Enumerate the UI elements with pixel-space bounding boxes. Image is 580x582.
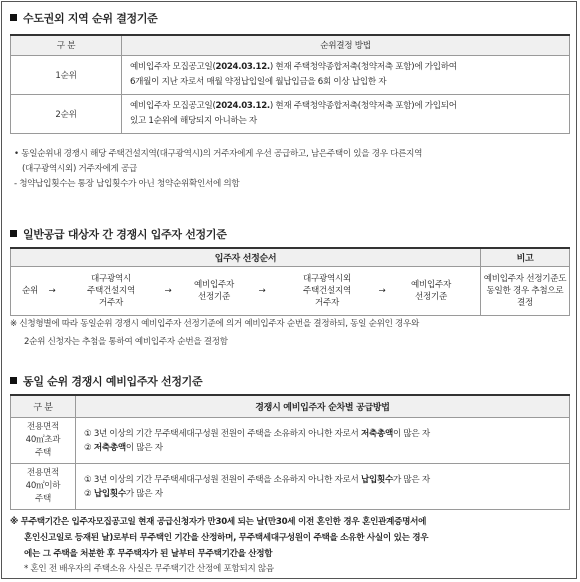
section1-title: 수도권외 지역 순위 결정기준	[10, 10, 158, 26]
section3-title: 동일 순위 경쟁시 예비입주자 선정기준	[10, 373, 202, 389]
table-row	[11, 464, 570, 510]
flow-start: 순위	[21, 286, 38, 296]
section2-title: 일반공급 대상자 간 경쟁시 입주자 선정기준	[10, 226, 227, 242]
arrow-icon: →	[258, 286, 266, 296]
reserve-criteria-table	[10, 394, 570, 510]
arrow-icon: →	[48, 286, 56, 296]
selection-order-table	[10, 247, 570, 316]
header-category: 구 분	[11, 35, 122, 55]
table-row	[11, 94, 570, 133]
method-cell: ① 3년 이상의 기간 무주택세대구성원 전원이 주택을 소유하지 아니한 자로서 납입횟수가 많은 자 ② 납입횟수가 많은 자	[76, 464, 570, 510]
section2-notes: ※ 신청형별에 따라 동일순위 경쟁시 예비입주자 선정기준에 의거 예비입주자 순번을 결정하되, 동일 순위인 경우와 2순위 신청자는 추첨을 통하여 예비입주자 순번을 결정함	[10, 319, 420, 347]
header-remark: 비고	[481, 248, 570, 267]
selection-flow	[11, 267, 481, 316]
header-supply-method: 경쟁시 예비입주자 순차별 공급방법	[76, 395, 570, 418]
category-cell: 전용면적 40㎡초과 주택	[11, 418, 76, 464]
arrow-icon: →	[378, 286, 386, 296]
table-row	[11, 418, 570, 464]
flow-step-reserve-criteria: 예비입주자 선정기준	[193, 280, 234, 302]
arrow-icon: →	[164, 286, 172, 296]
rank-cell: 1순위	[11, 55, 122, 94]
header-category: 구 분	[11, 395, 76, 418]
remark-cell: 예비입주자 선정기준도 동일한 경우 추첨으로 결정	[481, 267, 570, 316]
bullet-square-icon	[10, 14, 17, 21]
bullet-square-icon	[10, 377, 17, 384]
table-row	[11, 55, 570, 94]
section3-footnote2: * 혼인 전 배우자의 주택소유 사실은 무주택기간 산정에 포함되지 않음	[24, 564, 274, 574]
rank-criteria-table	[10, 34, 570, 134]
method-cell: ① 3년 이상의 기간 무주택세대구성원 전원이 주택을 소유하지 아니한 자로서 저축총액이 많은 자 ② 저축총액이 많은 자	[76, 418, 570, 464]
header-method: 순위결정 방법	[122, 35, 570, 55]
flow-step-reserve-criteria-2: 예비입주자 선정기준	[410, 280, 451, 302]
header-selection-order: 입주자 선정순서	[11, 248, 481, 267]
rank-cell: 2순위	[11, 94, 122, 133]
flow-step-local-resident: 대구광역시 주택건설지역 거주자	[86, 274, 135, 308]
flow-step-nonlocal-resident: 대구광역시외 주택건설지역 거주자	[302, 274, 351, 308]
bullet-square-icon	[10, 230, 17, 237]
category-cell: 전용면적 40㎡이하 주택	[11, 464, 76, 510]
section1-notes: • 동일순위내 경쟁시 해당 주택건설지역(대구광역시)의 거주자에게 우선 공급하고, 남은주택이 있을 경우 다른지역 (대구광역시외) 거주자에게 공급 - 청약납입횟수는 통장 납입횟수가 아닌 청약순위확인서에 의함	[14, 149, 423, 189]
method-cell: 예비입주자 모집공고일(2024.03.12.) 현재 주택청약종합저축(청약저축 포함)에 가입하여 6개월이 지난 자로서 매월 약정납입일에 월납입금을 6회 이상 납입한 자	[122, 55, 570, 94]
section3-footnote: ※ 무주택기간은 입주자모집공고일 현재 공급신청자가 만30세 되는 날(만30세 이전 혼인한 경우 혼인관계증명서에 혼인신고일로 등재된 날)로부터 무주택인 기간을 산정하며, 무주택세대구성원이 주택을 소유한 사실이 있는 경우 에는 그 주택을 처분한 후 무주택자가 된 날부터 무주택기간을 산정함	[10, 517, 429, 559]
method-cell: 예비입주자 모집공고일(2024.03.12.) 현재 주택청약종합저축(청약저축 포함)에 가입되어 있고 1순위에 해당되지 아니하는 자	[122, 94, 570, 133]
